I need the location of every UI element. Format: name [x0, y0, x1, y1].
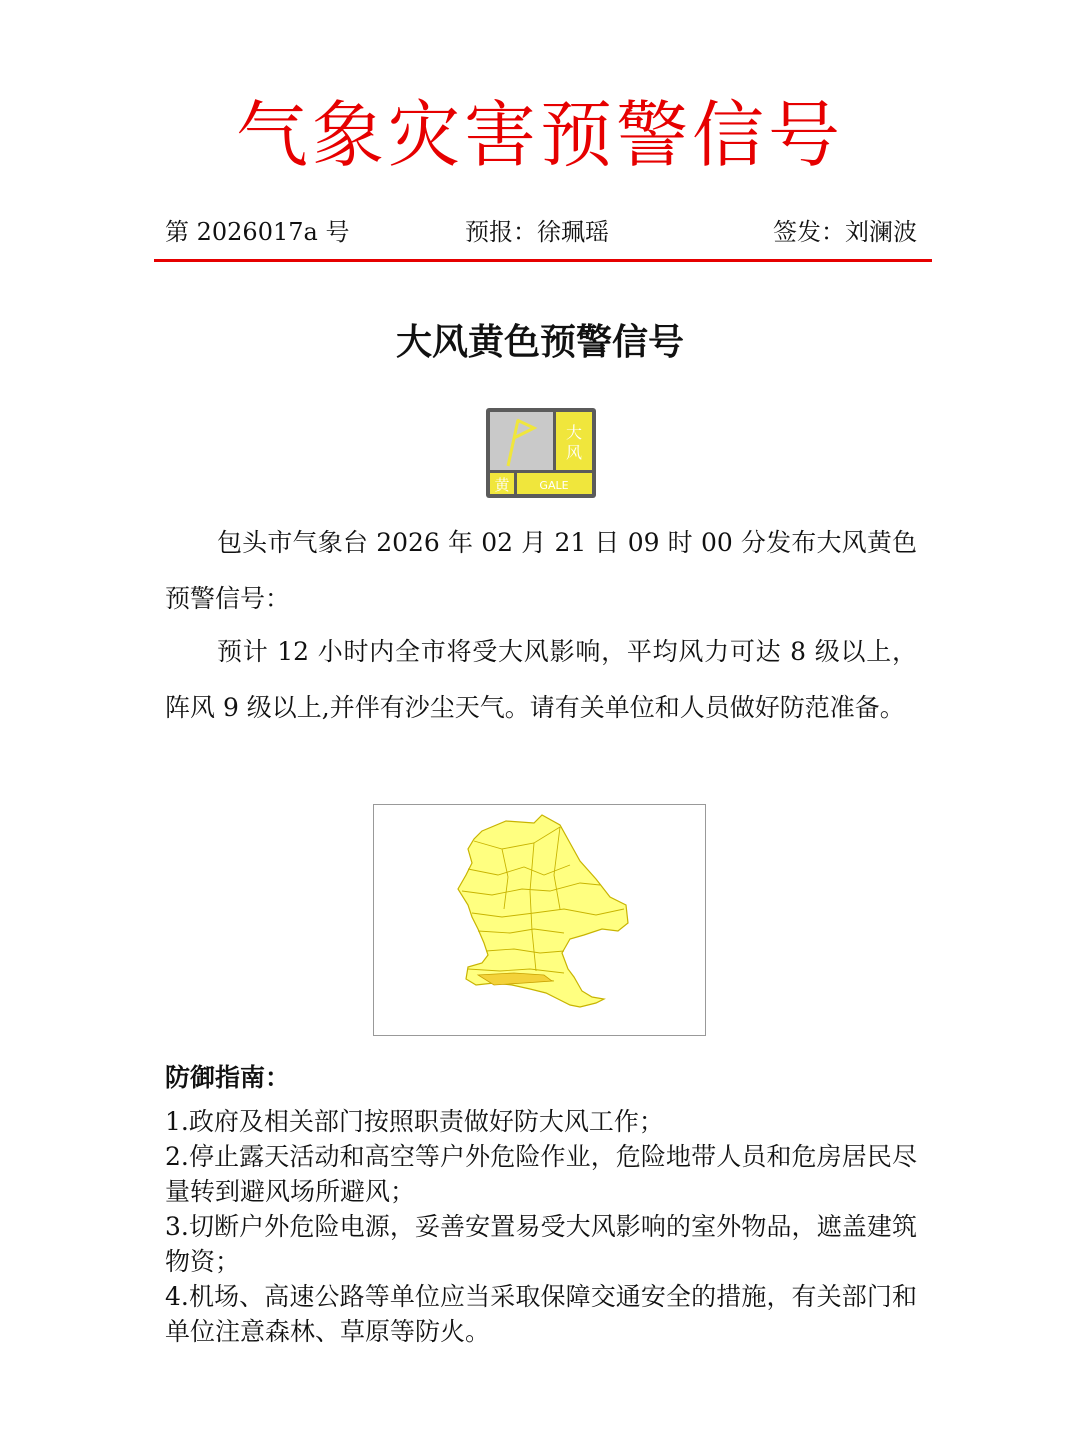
guide-heading: 防御指南：: [165, 1063, 291, 1092]
body-paragraph-1: 包头市气象台 2026 年 02 月 21 日 09 时 00 分发布大风黄色预警信号：: [165, 528, 917, 613]
gale-yellow-warning-icon: [486, 408, 596, 498]
baotou-region-warning-map: [374, 805, 705, 1035]
guide-item-2: 2.停止露天活动和高空等户外危险作业，危险地带人员和危房居民尽量转到避风场所避风；: [165, 1142, 917, 1206]
document-meta-row: [165, 214, 917, 250]
signal-title: 大风黄色预警信号: [395, 322, 684, 363]
guide-list: [165, 1104, 917, 1349]
icon-side-text-2: 风: [565, 443, 583, 462]
issuer: 签发：刘澜波: [773, 218, 917, 246]
guide-item-1: 1.政府及相关部门按照职责做好防大风工作；: [165, 1107, 664, 1136]
icon-bottom-text: GALE: [539, 479, 569, 492]
warning-map-frame: [373, 804, 706, 1036]
header-divider: [154, 259, 932, 262]
document-title: 气象灾害预警信号: [235, 93, 844, 177]
icon-corner-text: 黄: [494, 476, 510, 494]
guide-item-4: 4.机场、高速公路等单位应当采取保障交通安全的措施，有关部门和单位注意森林、草原等防火。: [165, 1282, 917, 1346]
document-number: 第 2026017a 号: [165, 218, 350, 246]
forecaster: 预报：徐珮瑶: [465, 218, 609, 246]
guide-item-3: 3.切断户外危险电源，妥善安置易受大风影响的室外物品，遮盖建筑物资；: [165, 1212, 917, 1276]
icon-side-text-1: 大: [565, 423, 583, 442]
body-paragraph-2: 预计 12 小时内全市将受大风影响，平均风力可达 8 级以上，阵风 9 级以上,并伴有沙尘天气。请有关单位和人员做好防范准备。: [165, 637, 917, 722]
